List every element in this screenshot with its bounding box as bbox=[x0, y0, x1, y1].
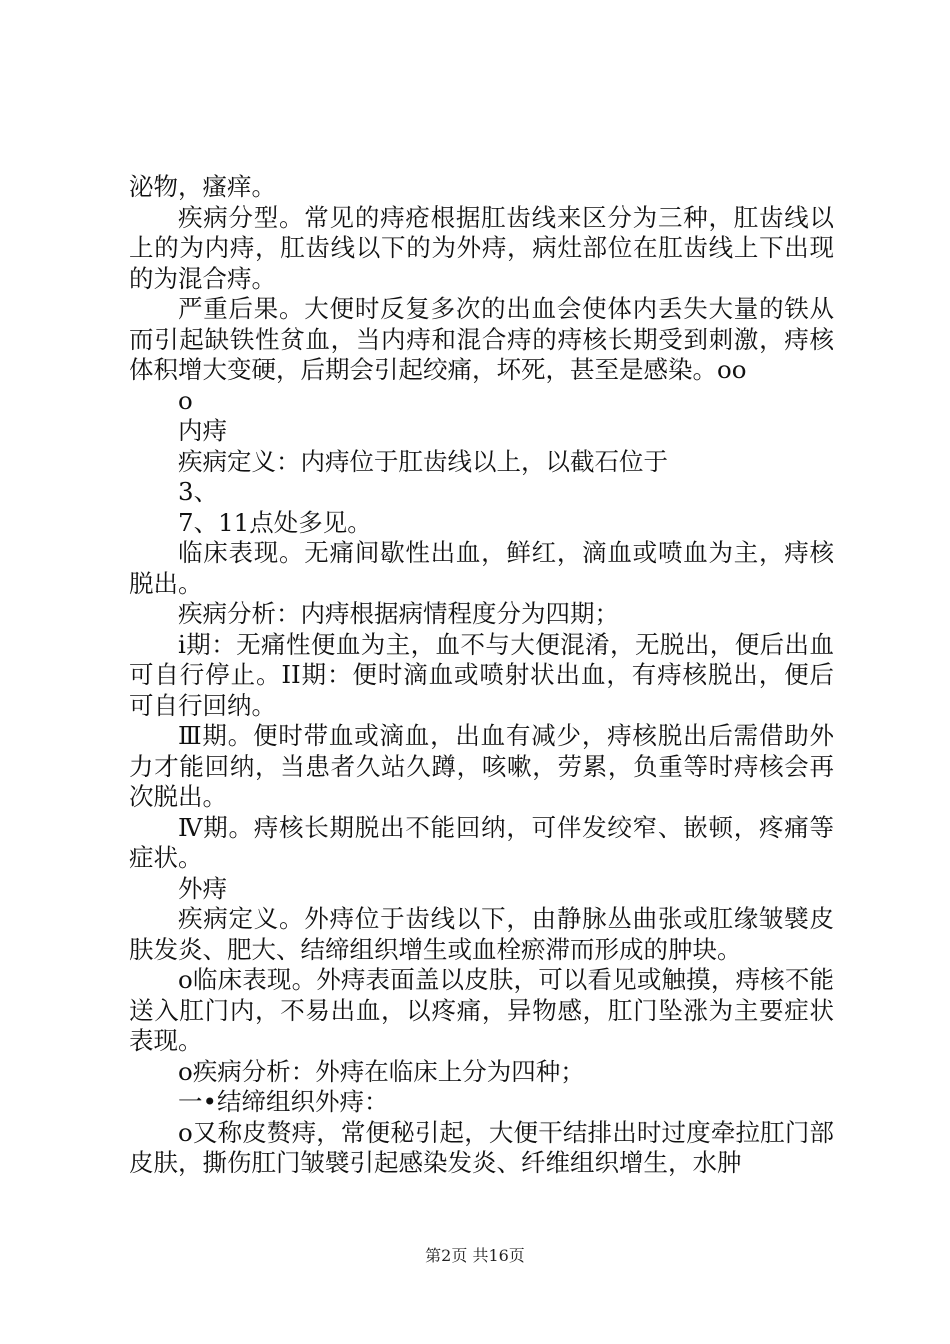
paragraph: Ⅲ期。便时带血或滴血，出血有减少，痔核脱出后需借助外力才能回纳，当患者久站久蹲，咳嗽，劳累，负重等时痔核会再次脱出。 bbox=[129, 721, 834, 811]
paragraph: 疾病定义。外痔位于齿线以下，由静脉丛曲张或肛缘皱襞皮肤发炎、肥大、结缔组织增生或血栓瘀滞而形成的肿块。 bbox=[129, 904, 834, 964]
paragraph: o临床表现。外痔表面盖以皮肤，可以看见或触摸，痔核不能送入肛门内，不易出血，以疼痛，异物感，肛门坠涨为主要症状表现。 bbox=[129, 965, 834, 1055]
paragraph: o又称皮赘痔，常便秘引起，大便干结排出时过度牵拉肛门部皮肤，撕伤肛门皱襞引起感染发炎、纤维组织增生，水肿 bbox=[129, 1117, 834, 1177]
paragraph: 一•结缔组织外痔： bbox=[178, 1087, 389, 1116]
paragraph: 临床表现。无痛间歇性出血，鲜红，滴血或喷血为主，痔核脱出。 bbox=[129, 538, 834, 598]
document-body bbox=[129, 172, 834, 1179]
paragraph: 外痔 bbox=[178, 873, 227, 903]
paragraph: 疾病定义：内痔位于肛齿线以上，以截石位于 bbox=[178, 446, 668, 476]
paragraph: 严重后果。大便时反复多次的出血会使体内丢失大量的铁从而引起缺铁性贫血，当内痔和混合痔的痔核长期受到刺激，痔核体积增大变硬，后期会引起绞痛，坏死，甚至是感染。oo bbox=[129, 294, 834, 384]
paragraph: 7、11点处多见。 bbox=[178, 507, 372, 537]
page-footer: 第2页 共16页 bbox=[425, 1246, 525, 1265]
paragraph: 内痔 bbox=[178, 416, 227, 445]
paragraph: Ⅳ期。痔核长期脱出不能回纳，可伴发绞窄、嵌顿，疼痛等症状。 bbox=[129, 812, 834, 872]
paragraph: i期：无痛性便血为主，血不与大便混淆，无脱出，便后出血可自行停止。II期：便时滴血或喷射状出血，有痔核脱出，便后可自行回纳。 bbox=[129, 629, 834, 720]
paragraph: 疾病分型。常见的痔疮根据肛齿线来区分为三种，肛齿线以上的为内痔，肛齿线以下的为外痔，病灶部位在肛齿线上下出现的为混合痔。 bbox=[129, 202, 834, 293]
paragraph: 泌物，瘙痒。 bbox=[129, 172, 276, 201]
paragraph: o bbox=[178, 385, 193, 415]
paragraph: 疾病分析：内痔根据病情程度分为四期； bbox=[178, 599, 619, 628]
paragraph: o疾病分析：外痔在临床上分为四种； bbox=[178, 1056, 585, 1086]
paragraph: 3、 bbox=[178, 477, 219, 506]
